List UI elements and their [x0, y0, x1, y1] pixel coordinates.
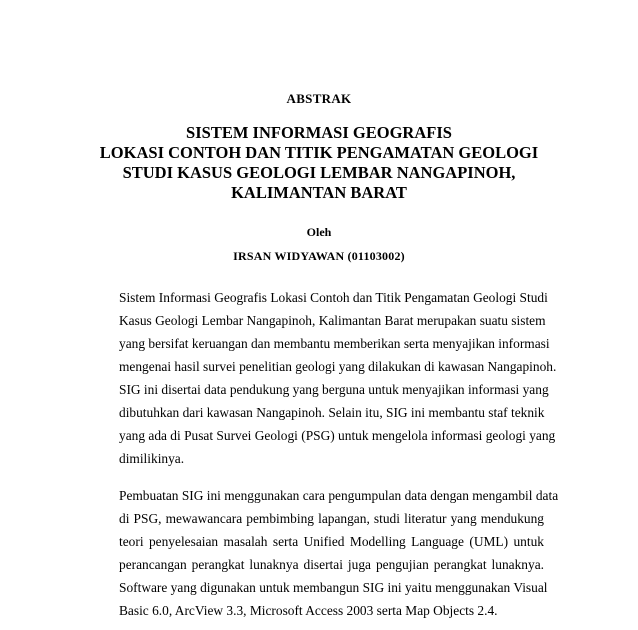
abstract-paragraph-2: [119, 484, 559, 622]
paragraph-line: SIG ini disertai data pendukung yang berguna untuk menyajikan informasi yang: [119, 382, 549, 397]
title-line-2: LOKASI CONTOH DAN TITIK PENGAMATAN GEOLOGI: [99, 143, 539, 162]
paragraph-line: Basic 6.0, ArcView 3.3, Microsoft Access 2003 serta Map Objects 2.4.: [119, 603, 498, 618]
paragraph-line: di PSG, mewawancara pembimbing lapangan, studi literatur yang mendukung: [119, 511, 544, 526]
paragraph-line: Kasus Geologi Lembar Nangapinoh, Kalimantan Barat merupakan suatu sistem: [119, 313, 546, 328]
paragraph-line: dimilikinya.: [119, 451, 185, 466]
author-name: IRSAN WIDYAWAN (01103002): [233, 249, 405, 263]
paragraph-line: yang ada di Pusat Survei Geologi (PSG) untuk mengelola informasi geologi yang: [119, 428, 556, 443]
abstract-heading: ABSTRAK: [286, 91, 352, 106]
paragraph-line: Software yang digunakan untuk membangun SIG ini yaitu menggunakan Visual: [119, 580, 548, 595]
title-line-4: KALIMANTAN BARAT: [231, 183, 407, 202]
title-line-3: STUDI KASUS GEOLOGI LEMBAR NANGAPINOH,: [122, 163, 516, 182]
title-line-1: SISTEM INFORMASI GEOGRAFIS: [186, 123, 452, 142]
paragraph-line: Pembuatan SIG ini menggunakan cara pengumpulan data dengan mengambil data: [119, 488, 559, 503]
paragraph-line: Sistem Informasi Geografis Lokasi Contoh dan Titik Pengamatan Geologi Studi: [119, 290, 548, 305]
thesis-title: [0, 123, 638, 203]
paragraph-line: yang bersifat keruangan dan membantu memberikan serta menyajikan informasi: [119, 336, 550, 351]
abstract-paragraph-1: [119, 286, 557, 470]
paragraph-line: dibutuhkan dari kawasan Nangapinoh. Selain itu, SIG ini membantu staf teknik: [119, 405, 545, 420]
paragraph-line: perancangan perangkat lunaknya disertai juga pengujian perangkat lunaknya.: [119, 557, 544, 572]
paragraph-line: teori penyelesaian masalah serta Unified Modelling Language (UML) untuk: [119, 534, 544, 549]
by-label: Oleh: [306, 225, 332, 239]
paragraph-line: mengenai hasil survei penelitian geologi yang dilakukan di kawasan Nangapinoh.: [119, 359, 557, 374]
